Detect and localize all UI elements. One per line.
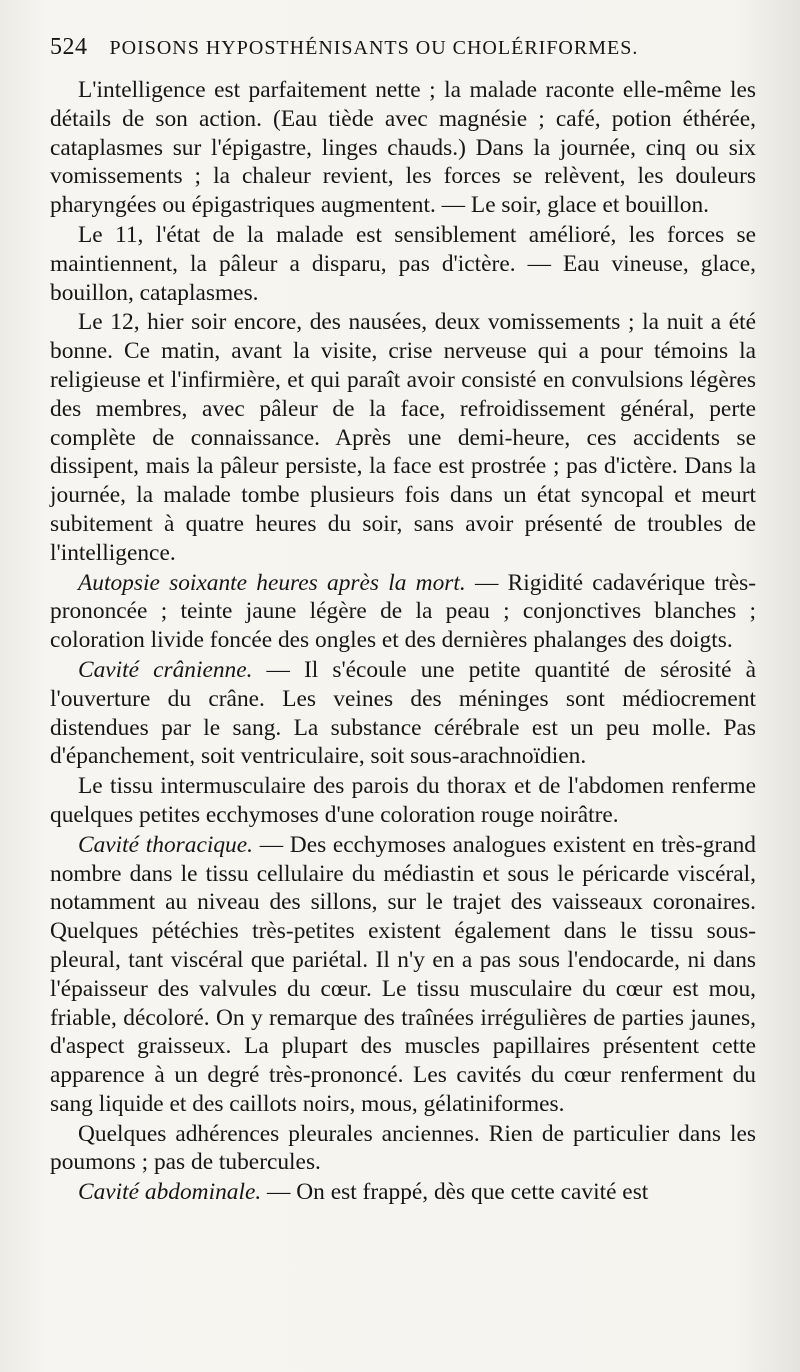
paragraph-text: — On est frappé, dès que cette cavité est: [261, 1179, 649, 1206]
section-heading: Cavité abdominale.: [78, 1179, 262, 1206]
paragraph-text: — Des ecchymoses analogues existent en très-grand nombre dans le tissu cellulaire du médiastin et sous le péricarde viscéral, notamment au niveau des sillons, sur le trajet des vaisseaux coronaires. Quelques pétéchies très-petites existent également dans le tissu sous-pleural, tant viscéral que pariétal. Il n'y en a pas sous l'endocarde, ni dans l'épaisseur des valvules du cœur. Le tissu musculaire du cœur est mou, friable, décoloré. On y remarque des traînées irrégulières de parties jaunes, d'aspect graisseux. La plupart des muscles papillaires présentent cette apparence à un degré très-prononcé. Les cavités du cœur renferment du sang liquide et des caillots noirs, mous, gélatiniformes.: [50, 831, 756, 1117]
section-heading: Cavité thoracique.: [78, 831, 253, 858]
paragraph: [50, 221, 756, 307]
paragraph-text: Le tissu intermusculaire des parois du thorax et de l'abdomen renferme quelques petites ecchymoses d'une coloration rouge noirâtre.: [50, 773, 756, 828]
paragraph: [50, 1120, 756, 1178]
paragraph-text: L'intelligence est parfaitement nette ; la malade raconte elle-même les détails de son action. (Eau tiède avec magnésie ; café, potion éthérée, cataplasmes sur l'épigastre, linges chauds.) Dans la journée, cinq ou six vomissements ; la chaleur revient, les forces se relèvent, les douleurs pharyngées ou épigastriques augmentent. — Le soir, glace et bouillon.: [50, 77, 756, 219]
paragraph-text: — Rigidité cadavérique très-prononcée ; teinte jaune légère de la peau ; conjonctives blanches ; coloration livide foncée des ongles et des dernières phalanges des doigts.: [50, 569, 756, 654]
page-header: [50, 34, 756, 76]
section-heading: Cavité crânienne.: [78, 656, 253, 683]
paragraph-text: Le 12, hier soir encore, des nausées, deux vomissements ; la nuit a été bonne. Ce matin, avant la visite, crise nerveuse qui a pour témoins la religieuse et l'infirmière, et qui paraît avoir consisté en convulsions légères des membres, avec pâleur de la face, refroidissement général, perte complète de connaissance. Après une demi-heure, ces accidents se dissipent, mais la pâleur persiste, la face est prostrée ; pas d'ictère. Dans la journée, la malade tombe plusieurs fois dans un état syncopal et meurt subitement à quatre heures du soir, sans avoir présenté de troubles de l'intelligence.: [50, 309, 756, 566]
section-heading: Autopsie soixante heures après la mort.: [78, 569, 466, 596]
page-number: 524: [50, 34, 88, 60]
paragraph: [50, 1178, 756, 1207]
paragraph: [50, 772, 756, 830]
paragraph: [50, 308, 756, 567]
paragraph: [50, 656, 756, 771]
paragraph: [50, 831, 756, 1119]
paragraph-text: Le 11, l'état de la malade est sensiblement amélioré, les forces se maintiennent, la pâleur a disparu, pas d'ictère. — Eau vineuse, glace, bouillon, cataplasmes.: [50, 221, 756, 306]
paragraph-text: Quelques adhérences pleurales anciennes. Rien de particulier dans les poumons ; pas de tubercules.: [50, 1120, 756, 1176]
paragraph-text: — Il s'écoule une petite quantité de sérosité à l'ouverture du crâne. Les veines des méninges sont médiocrement distendues par le sang. La substance cérébrale est un peu molle. Pas d'épanchement, soit ventriculaire, soit sous-arachnoïdien.: [50, 656, 756, 770]
running-title: POISONS HYPOSTHÉNISANTS OU CHOLÉRIFORMES.: [109, 37, 639, 59]
paragraph: [50, 569, 756, 655]
body-text: [50, 76, 756, 1207]
paragraph: [50, 76, 756, 220]
